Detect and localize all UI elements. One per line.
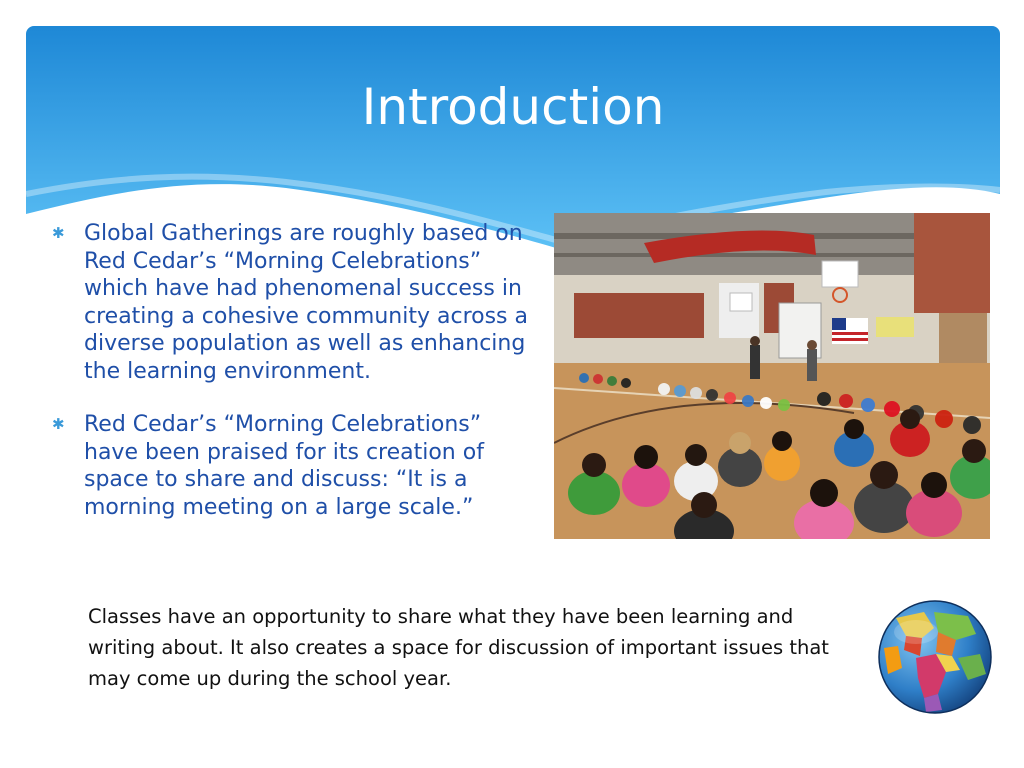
bullet-text: Red Cedar’s “Morning Celebrations” have been praised for its creation of space to share and discuss: “It is a morning meeting on a large scale.” [84,412,484,520]
bullet-text: Global Gatherings are roughly based on Red Cedar’s “Morning Celebrations” which have had phenomenal success in creating a cohesive community across a diverse population as well as enhancing the learning environment. [84,221,528,384]
bullet-item [52,411,542,521]
asterisk-bullet-icon: ✱ [52,415,65,433]
gym-assembly-photo [554,213,990,539]
asterisk-bullet-icon: ✱ [52,224,65,242]
slide-caption: Classes have an opportunity to share what they have been learning and writing about. It also creates a space for discussion of important issues that may come up during the school year. [88,605,829,690]
bullet-item [52,220,542,385]
slide-title: Introduction [361,78,665,136]
bullet-list [52,220,542,547]
globe-icon [876,598,994,716]
